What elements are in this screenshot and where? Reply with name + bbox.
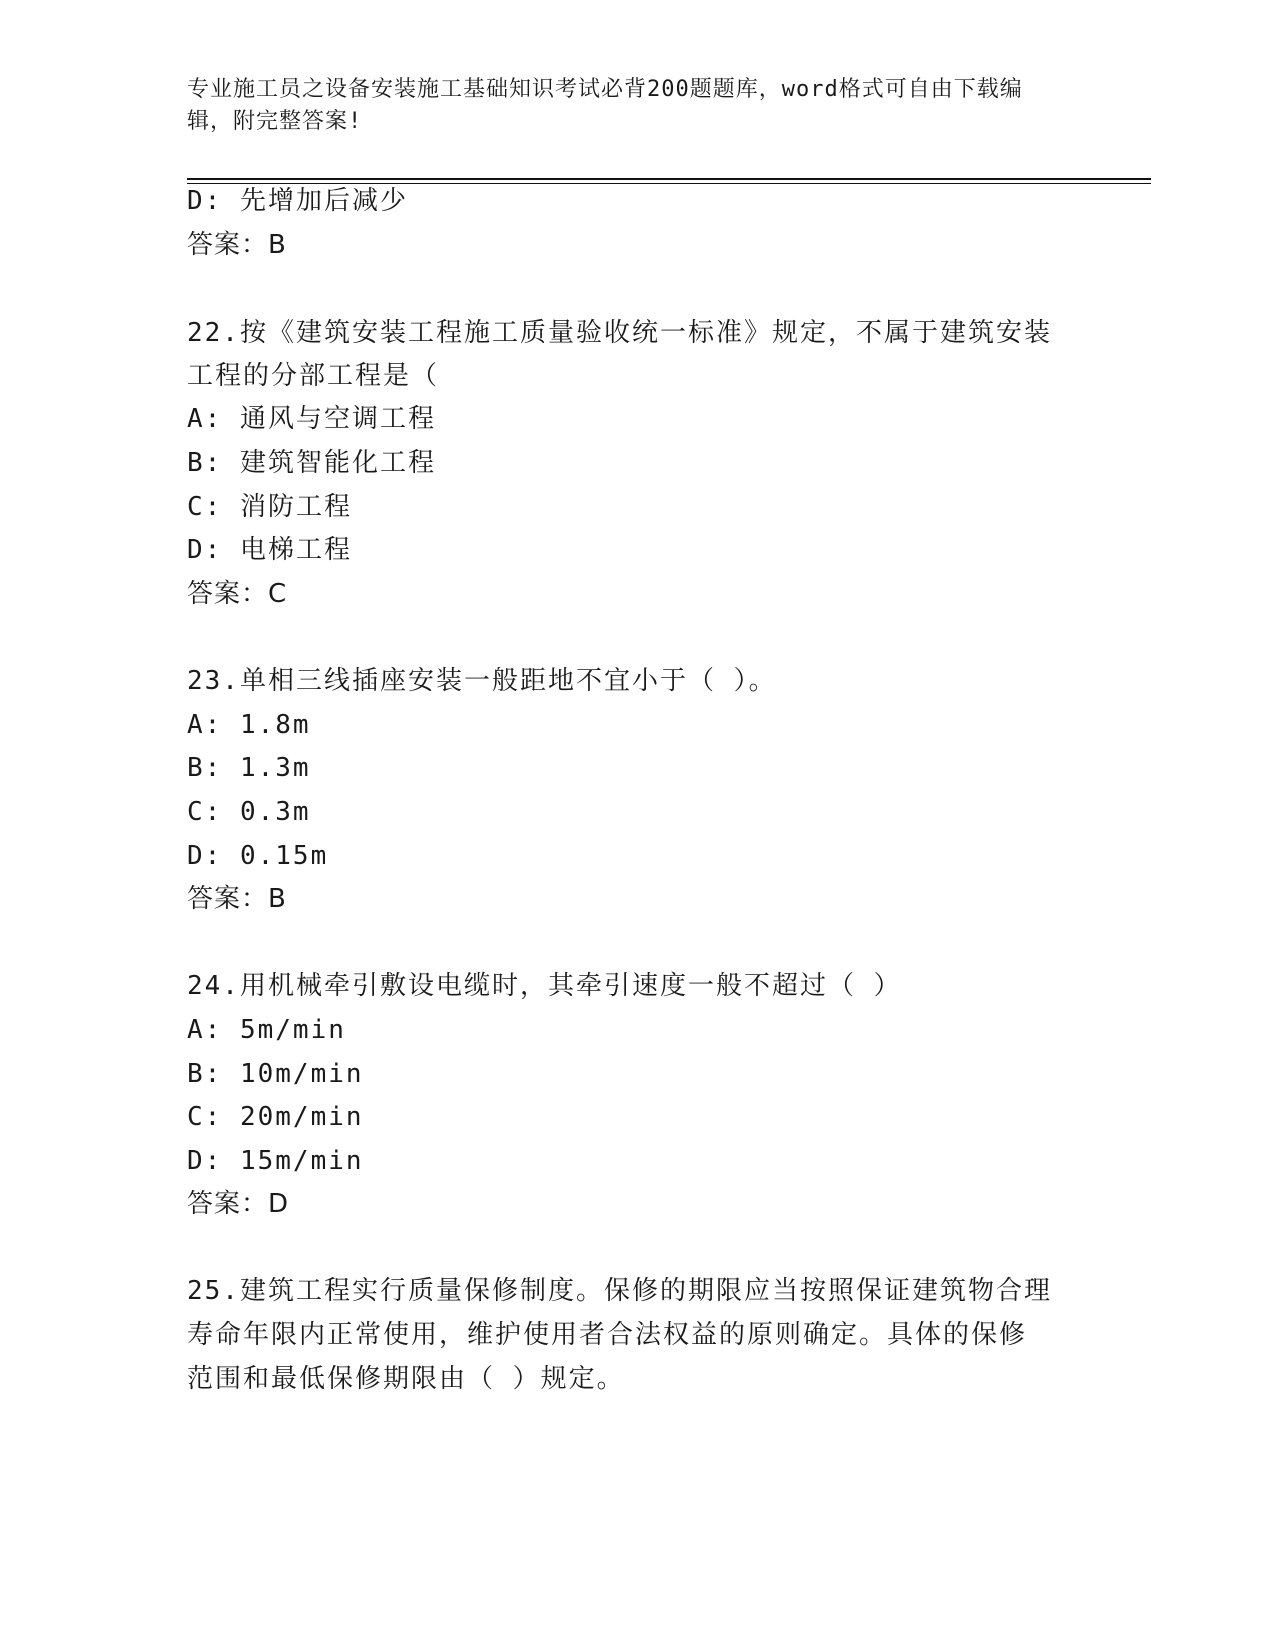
q25-stem-line1: 25.建筑工程实行质量保修制度。保修的期限应当按照保证建筑物合理 bbox=[187, 1276, 1052, 1306]
q24-stem: 24.用机械牵引敷设电缆时，其牵引速度一般不超过（ ） bbox=[187, 971, 902, 1001]
document-header: 专业施工员之设备安装施工基础知识考试必背200题题库，word格式可自由下载编辑，附完整答案! bbox=[187, 77, 1023, 134]
q22-stem-line2: 工程的分部工程是（ bbox=[187, 361, 440, 391]
q23-stem: 23.单相三线插座安装一般距地不宜小于（ ）。 bbox=[187, 666, 777, 696]
q22-option-d: D: 电梯工程 bbox=[187, 535, 352, 565]
q23-answer: 答案：B bbox=[187, 884, 287, 914]
q24-option-c: C: 20m/min bbox=[187, 1102, 364, 1132]
q22-answer: 答案：C bbox=[187, 579, 288, 609]
q24-option-d: D: 15m/min bbox=[187, 1146, 364, 1176]
header-rule-thick bbox=[187, 178, 1151, 180]
q22-option-a: A: 通风与空调工程 bbox=[187, 404, 436, 434]
q24-answer: 答案：D bbox=[187, 1189, 290, 1219]
q25-stem-line2: 寿命年限内正常使用，维护使用者合法权益的原则确定。具体的保修 bbox=[187, 1320, 1028, 1350]
q25-stem-line3: 范围和最低保修期限由（ ）规定。 bbox=[187, 1364, 625, 1394]
q23-option-d: D: 0.15m bbox=[187, 841, 329, 871]
q21-answer: 答案：B bbox=[187, 230, 287, 260]
q21-option-d: D: 先增加后减少 bbox=[187, 186, 408, 216]
q22-stem-line1: 22.按《建筑安装工程施工质量验收统一标准》规定，不属于建筑安装 bbox=[187, 318, 1052, 348]
q24-option-a: A: 5m/min bbox=[187, 1015, 346, 1045]
q22-option-b: B: 建筑智能化工程 bbox=[187, 448, 436, 478]
q23-option-a: A: 1.8m bbox=[187, 710, 311, 740]
q23-option-b: B: 1.3m bbox=[187, 753, 311, 783]
q23-option-c: C: 0.3m bbox=[187, 797, 311, 827]
q22-option-c: C: 消防工程 bbox=[187, 492, 352, 522]
q24-option-b: B: 10m/min bbox=[187, 1059, 364, 1089]
